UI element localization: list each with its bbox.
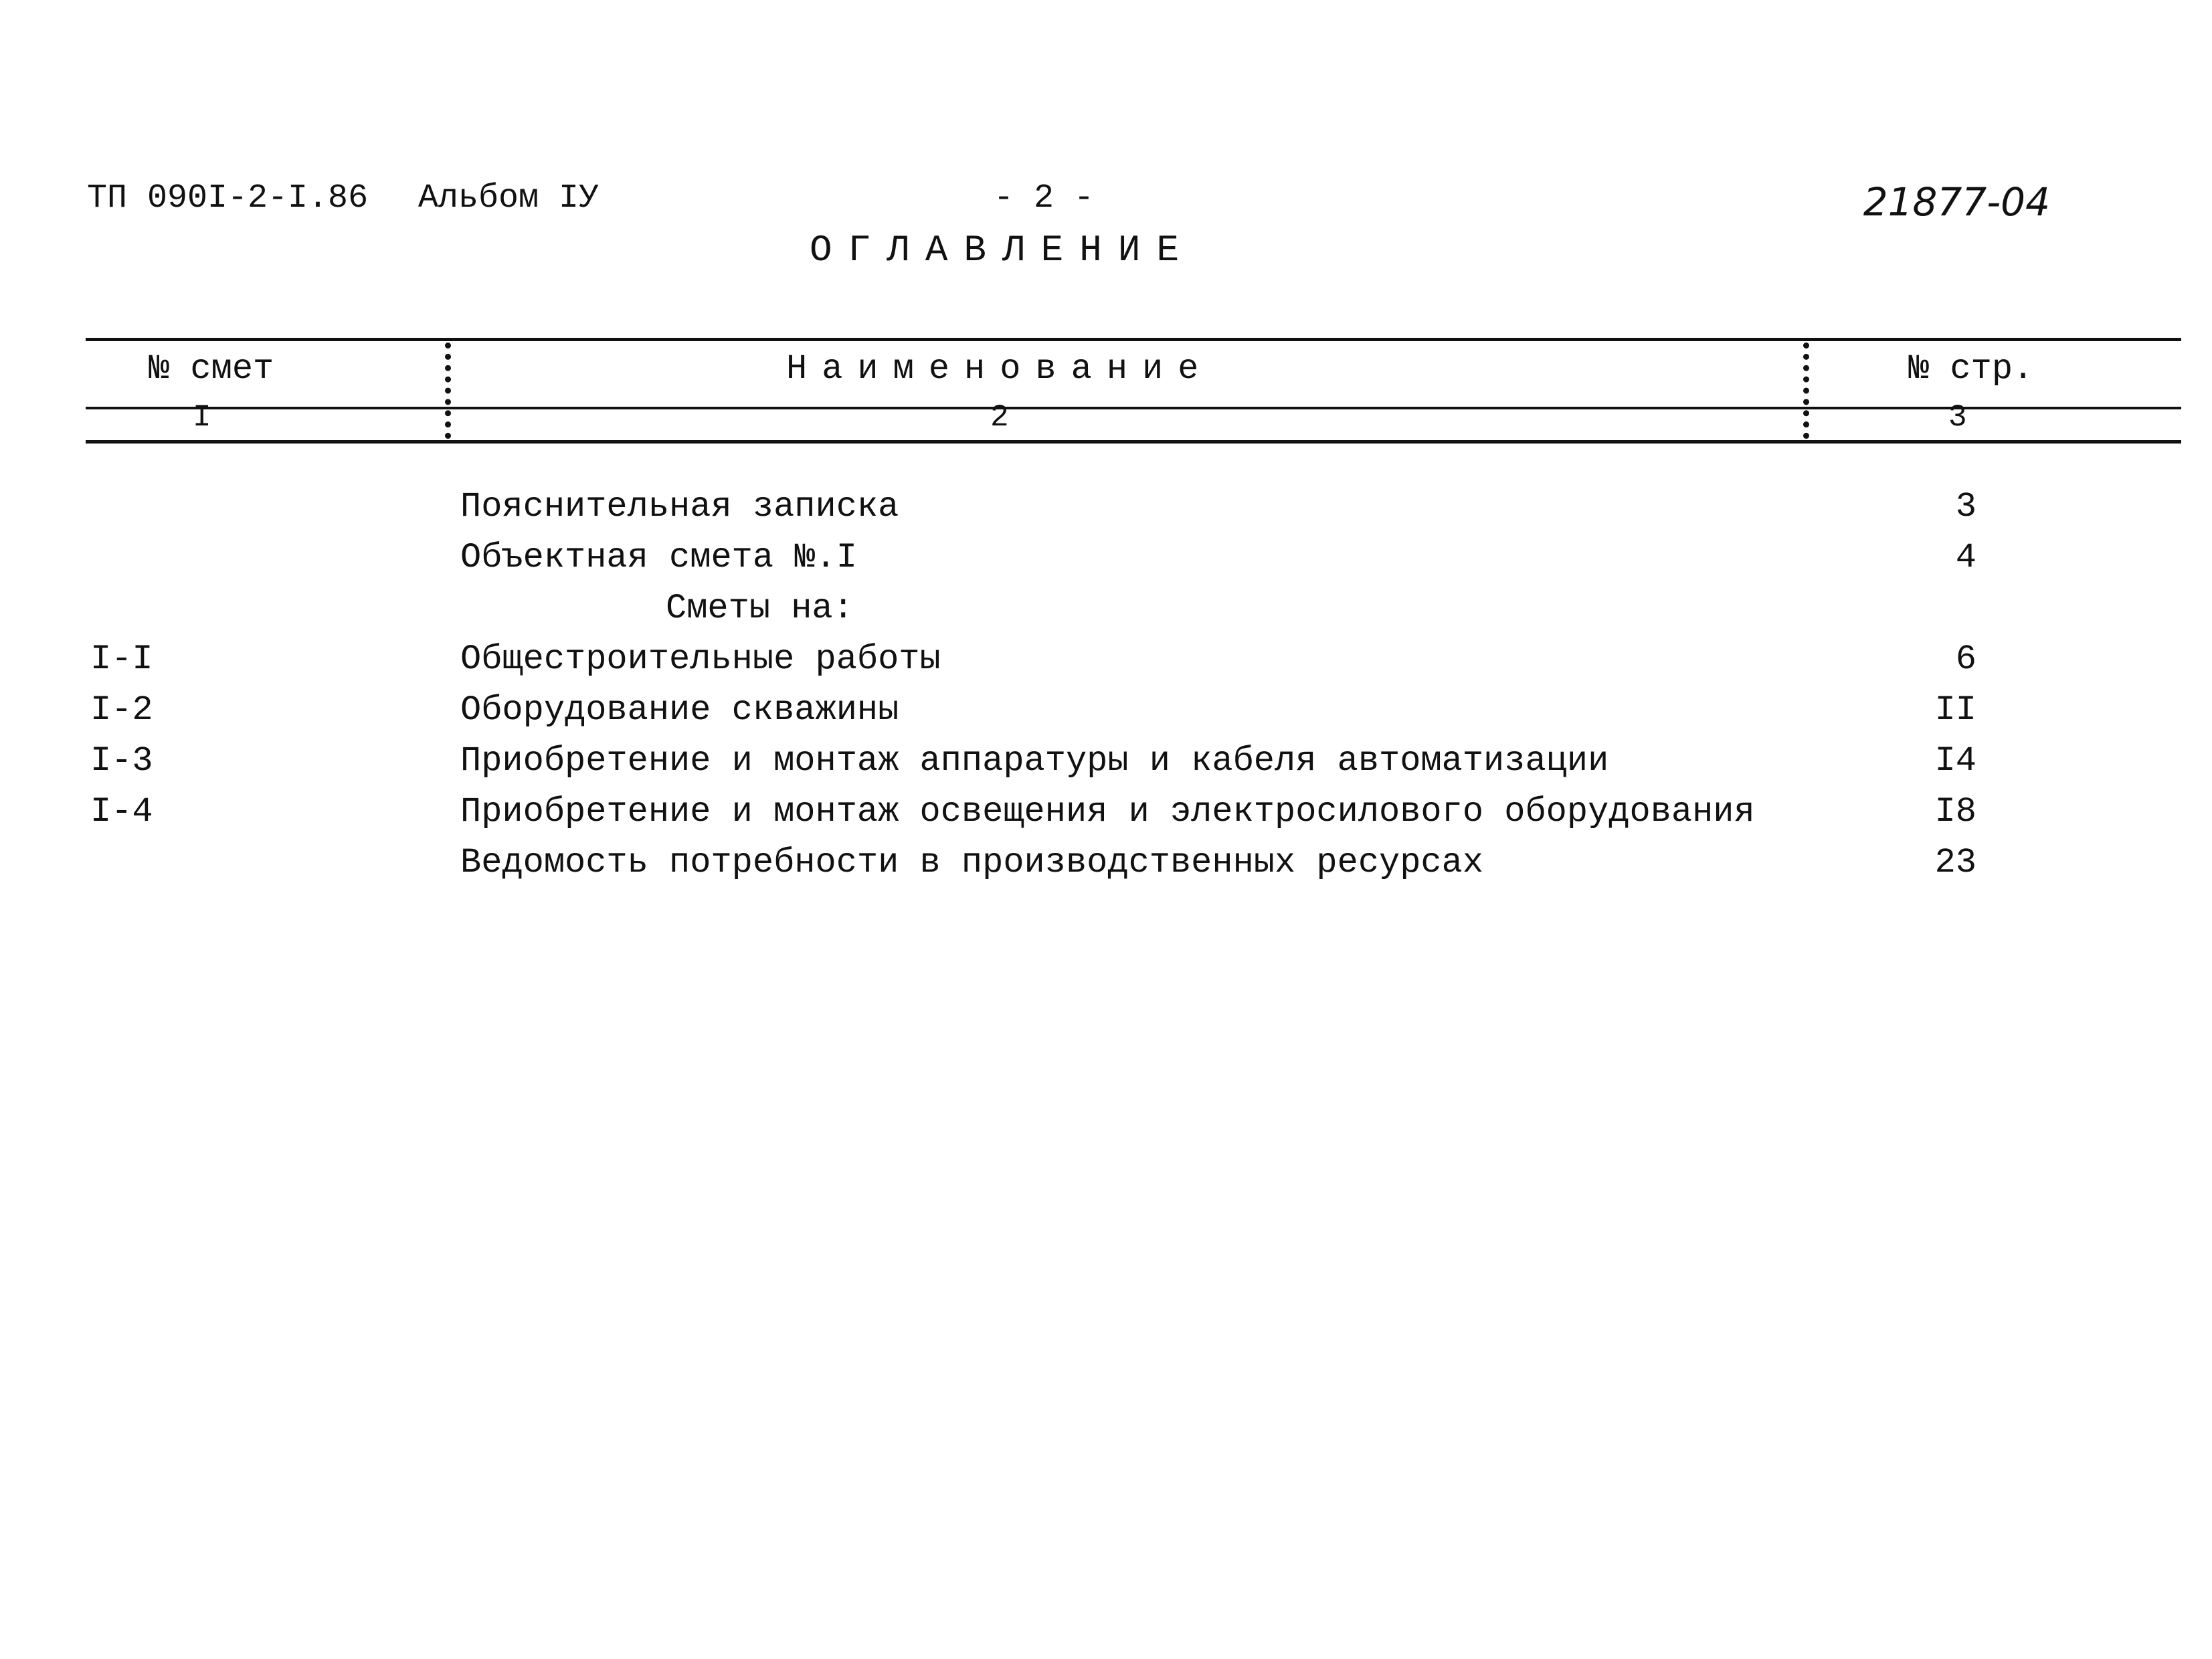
table-top-rule — [86, 338, 2181, 341]
table-row — [0, 792, 2212, 843]
column-number-3: 3 — [1948, 400, 1967, 435]
album-label: Альбом IУ — [418, 179, 600, 217]
column-header-name: Наименование — [786, 349, 1214, 389]
page-marker: - 2 - — [994, 179, 1095, 217]
entry-name: Приобретение и монтаж аппаратуры и кабеля автоматизации — [460, 741, 1609, 781]
column-separator — [1803, 343, 1809, 439]
section-subheading: Сметы на: — [666, 589, 854, 628]
entry-name: Приобретение и монтаж освещения и электросилового оборудования — [460, 792, 1755, 832]
page-number: 6 — [1955, 640, 1976, 679]
table-bottom-rule — [86, 440, 2181, 444]
table-row — [0, 843, 2212, 894]
table-row — [0, 690, 2212, 741]
page-title: ОГЛАВЛЕНИЕ — [810, 229, 1196, 272]
document-code: ТП 090I-2-I.86 — [87, 179, 369, 217]
entry-name: Объектная смета №.I — [460, 538, 857, 577]
table-row — [0, 741, 2212, 792]
column-header-estimate-number: № смет — [149, 349, 274, 389]
estimate-code: I-3 — [90, 741, 153, 781]
table-row — [0, 538, 2212, 589]
table-header-rule — [86, 407, 2181, 409]
column-number-1: I — [193, 400, 211, 435]
entry-name: Ведомость потребности в производственных ресурсах — [460, 843, 1484, 882]
document-number: 21877-04 — [1863, 179, 2050, 225]
table-row — [0, 640, 2212, 690]
entry-name: Пояснительная записка — [460, 487, 899, 526]
table-row — [0, 589, 2212, 640]
page-number: II — [1934, 690, 1976, 730]
table-row — [0, 487, 2212, 538]
page-number: I8 — [1934, 792, 1976, 832]
estimate-code: I-4 — [90, 792, 153, 832]
column-separator — [445, 343, 451, 439]
page-number: 4 — [1955, 538, 1976, 577]
estimate-code: I-2 — [90, 690, 153, 730]
page-number: 23 — [1934, 843, 1976, 882]
entry-name: Оборудование скважины — [460, 690, 899, 730]
entry-name: Общестроительные работы — [460, 640, 941, 679]
column-header-page-number: № стр. — [1908, 349, 2034, 389]
column-number-2: 2 — [990, 400, 1009, 435]
page-number: I4 — [1934, 741, 1976, 781]
estimate-code: I-I — [90, 640, 153, 679]
page-number: 3 — [1955, 487, 1976, 526]
